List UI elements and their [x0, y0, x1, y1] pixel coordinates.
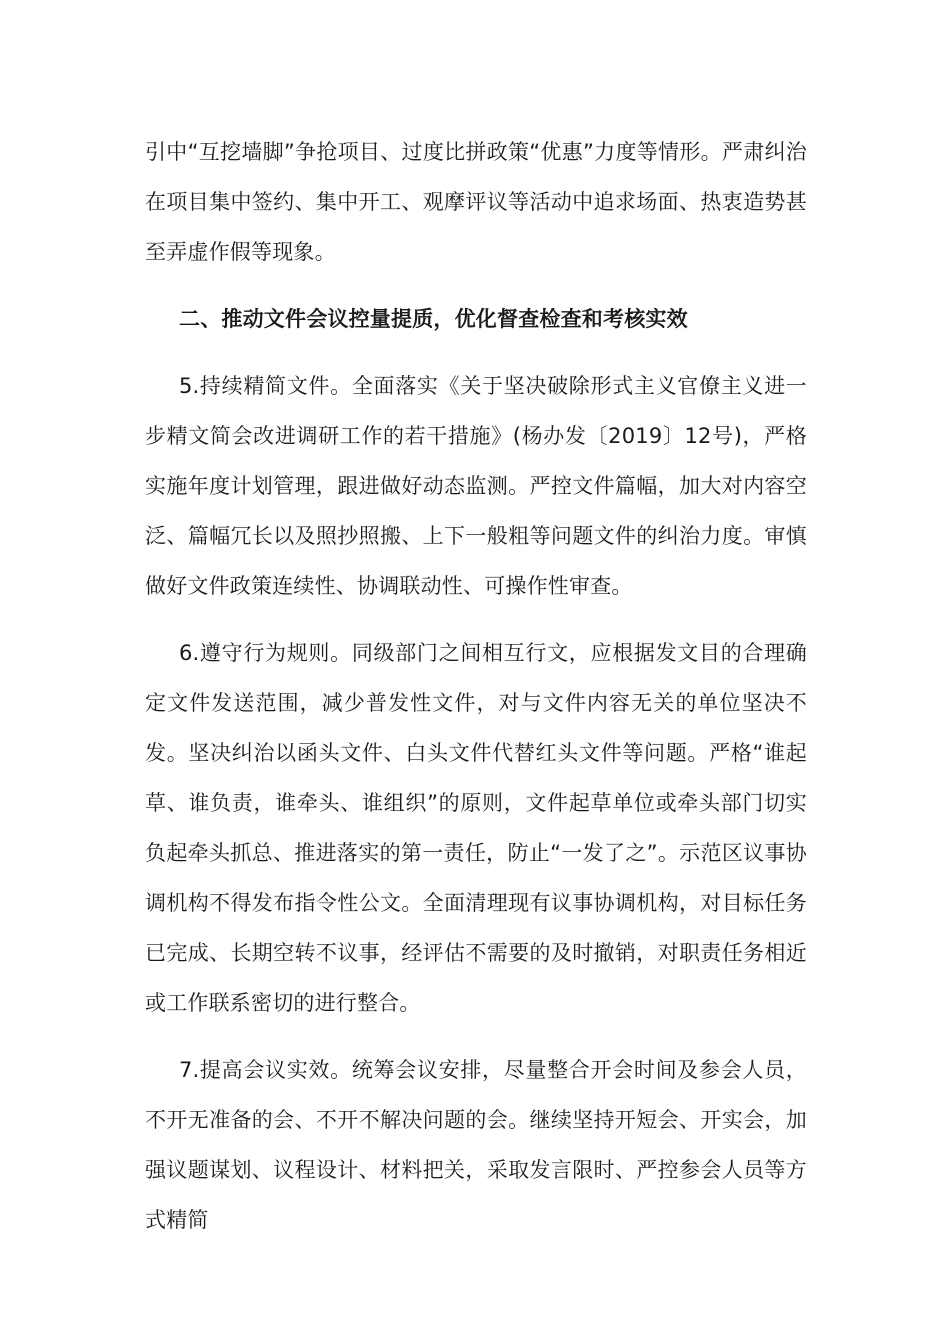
paragraph-item-7: 7.提高会议实效。统筹会议安排，尽量整合开会时间及参会人员，不开无准备的会、不开不解决问题的会。继续坚持开短会、开实会，加强议题谋划、议程设计、材料把关，采取发言限时、严控参会人员等方式精简 — [145, 1058, 807, 1232]
document-body — [145, 127, 807, 1245]
section-heading: 二、推动文件会议控量提质，优化督查检查和考核实效 — [179, 307, 688, 331]
paragraph-item-6: 6.遵守行为规则。同级部门之间相互行文，应根据发文目的合理确定文件发送范围，减少普发性文件，对与文件内容无关的单位坚决不发。坚决纠治以函头文件、白头文件代替红头文件等问题。严格“谁起草、谁负责，谁牵头、谁组织”的原则，文件起草单位或牵头部门切实负起牵头抓总、推进落实的第一责任，防止“一发了之”。示范区议事协调机构不得发布指令性公文。全面清理现有议事协调机构，对目标任务已完成、长期空转不议事，经评估不需要的及时撤销，对职责任务相近或工作联系密切的进行整合。 — [145, 641, 807, 1015]
paragraph-item-5: 5.持续精简文件。全面落实《关于坚决破除形式主义官僚主义进一步精文简会改进调研工作的若干措施》(杨办发〔2019〕12号)，严格实施年度计划管理，跟进做好动态监测。严控文件篇幅，加大对内容空泛、篇幅冗长以及照抄照搬、上下一般粗等问题文件的纠治力度。审慎做好文件政策连续性、协调联动性、可操作性审查。 — [145, 374, 807, 598]
paragraph-continuation: 引中“互挖墙脚”争抢项目、过度比拼政策“优惠”力度等情形。严肃纠治在项目集中签约、集中开工、观摩评议等活动中追求场面、热衷造势甚至弄虚作假等现象。 — [145, 140, 807, 264]
